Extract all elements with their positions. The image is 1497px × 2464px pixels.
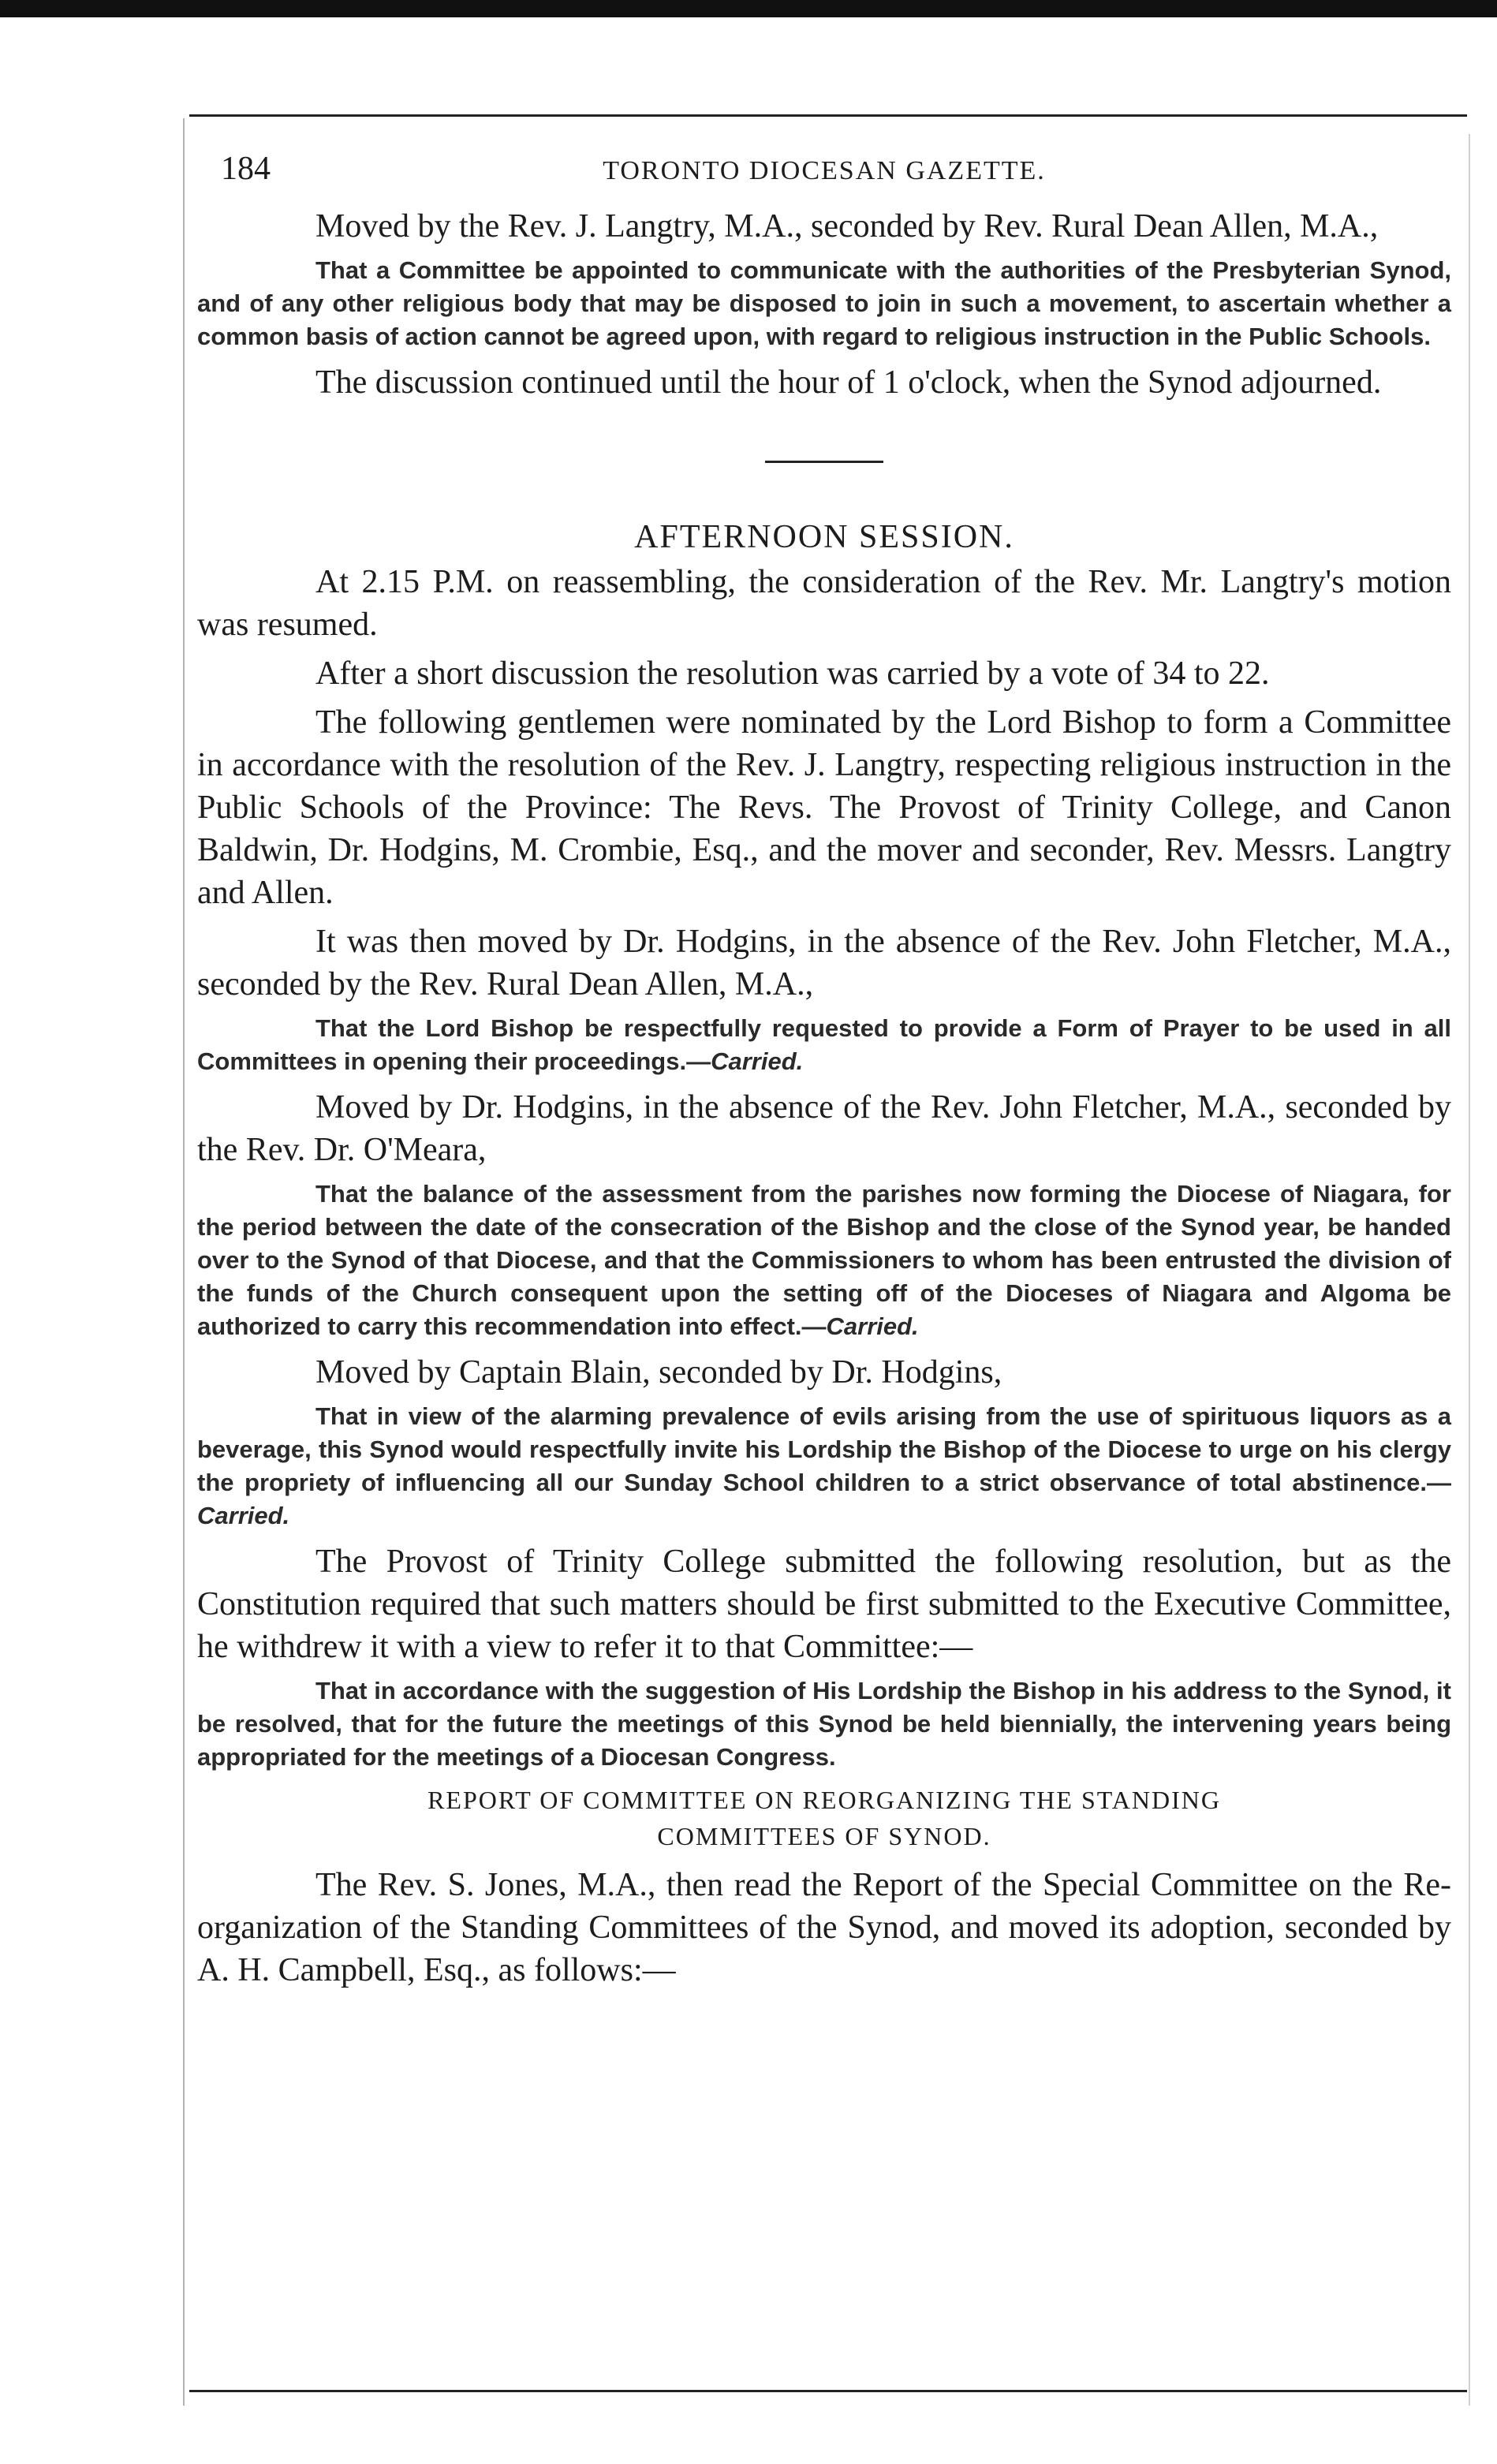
report-heading-line-1: REPORT OF COMMITTEE ON REORGANIZING THE STANDING (427, 1786, 1221, 1814)
motion-langtry: Moved by the Rev. J. Langtry, M.A., seconded by Rev. Rural Dean Allen, M.A., (315, 208, 1379, 245)
provost-resolution-paragraph: The Provost of Trinity College submitted the following resolution, but as the Constitution required that such matters should be first submitted to the Executive Committee, he withdrew it with a view to refer it to that Committee:— (197, 1544, 1451, 1665)
scan-top-border (0, 0, 1497, 17)
vote-result-paragraph: After a short discussion the resolution was carried by a vote of 34 to 22. (315, 655, 1270, 692)
page-number: 184 (221, 151, 271, 187)
resolution-form-of-prayer (197, 1012, 1451, 1078)
page-content (197, 150, 1451, 1998)
resolution-niagara-assessment (197, 1178, 1451, 1343)
resolution-text: That the Lord Bishop be respectfully requested to provide a Form of Prayer to be used in all Committees in opening their proceedings.— (197, 1014, 1451, 1075)
committee-nominations-paragraph: The following gentlemen were nominated by the Lord Bishop to form a Committee in accordance with the resolution of the Rev. J. Langtry, respecting religious instruction in the Public Schools of the Province: The Revs. The Provost of Trinity College, and Canon Baldwin, Dr. Hodgins, M. Crombie, Esq., and the mover and seconder, Rev. Messrs. Langtry and Allen. (197, 704, 1451, 911)
footer-rule (189, 2390, 1467, 2392)
carried-label: Carried. (711, 1047, 804, 1075)
resolution-total-abstinence (197, 1400, 1451, 1533)
resolution-biennial-meetings: That in accordance with the suggestion of His Lordship the Bishop in his address to the Synod, it be resolved, that for the future the meetings of this Synod be held biennially, the intervening years being appropriated for the meetings of a Diocesan Congress. (197, 1677, 1451, 1771)
resolution-committee-presbyterian: That a Committee be appointed to communicate with the authorities of the Presbyterian Synod, and of any other religious body that may be disposed to join in such a movement, to ascertain whether a common basis of action cannot be agreed upon, with regard to religious instruction in the Public Schools. (197, 256, 1451, 350)
carried-label: Carried. (197, 1502, 290, 1529)
motion-hodgins-prayer: It was then moved by Dr. Hodgins, in the absence of the Rev. John Fletcher, M.A., seconded by the Rev. Rural Dean Allen, M.A., (197, 924, 1451, 1002)
page-header (197, 150, 1451, 205)
carried-label: Carried. (826, 1312, 919, 1340)
report-heading (197, 1782, 1451, 1854)
report-adoption-paragraph: The Rev. S. Jones, M.A., then read the Report of the Special Committee on the Re-organization of the Standing Committees of the Synod, and moved its adoption, seconded by A. H. Campbell, Esq., as follows:— (197, 1867, 1451, 1988)
motion-hodgins-niagara: Moved by Dr. Hodgins, in the absence of the Rev. John Fletcher, M.A., seconded by the Rev. Dr. O'Meara, (197, 1089, 1451, 1168)
resolution-text: That in view of the alarming prevalence of evils arising from the use of spirituous liquors as a beverage, this Synod would respectfully invite his Lordship the Bishop of the Diocese to urge on his clergy the propriety of influencing all our Sunday School children to a strict observance of total abstinence.— (197, 1402, 1451, 1496)
scan-margin-line-left (183, 118, 185, 2406)
report-heading-line-2: COMMITTEES OF SYNOD. (657, 1822, 991, 1850)
synod-adjourned: The discussion continued until the hour of 1 o'clock, when the Synod adjourned. (315, 364, 1382, 401)
scan-margin-line-right (1469, 134, 1470, 2406)
section-divider (765, 461, 883, 463)
running-title: TORONTO DIOCESAN GAZETTE. (603, 156, 1046, 185)
motion-blain: Moved by Captain Blain, seconded by Dr. Hodgins, (315, 1354, 1002, 1391)
header-rule (189, 114, 1467, 117)
afternoon-session-heading: AFTERNOON SESSION. (634, 519, 1014, 555)
resolution-text: That the balance of the assessment from the parishes now forming the Diocese of Niagara, for the period between the date of the consecration of the Bishop and the close of the Synod year, be handed over to the Synod of that Diocese, and that the Commissioners to whom has been entrusted the division of the funds of the Church consequent upon the setting off of the Dioceses of Niagara and Algoma be authorized to carry this recommendation into effect.— (197, 1180, 1451, 1340)
reassembling-paragraph: At 2.15 P.M. on reassembling, the consideration of the Rev. Mr. Langtry's motion was resumed. (197, 564, 1451, 643)
